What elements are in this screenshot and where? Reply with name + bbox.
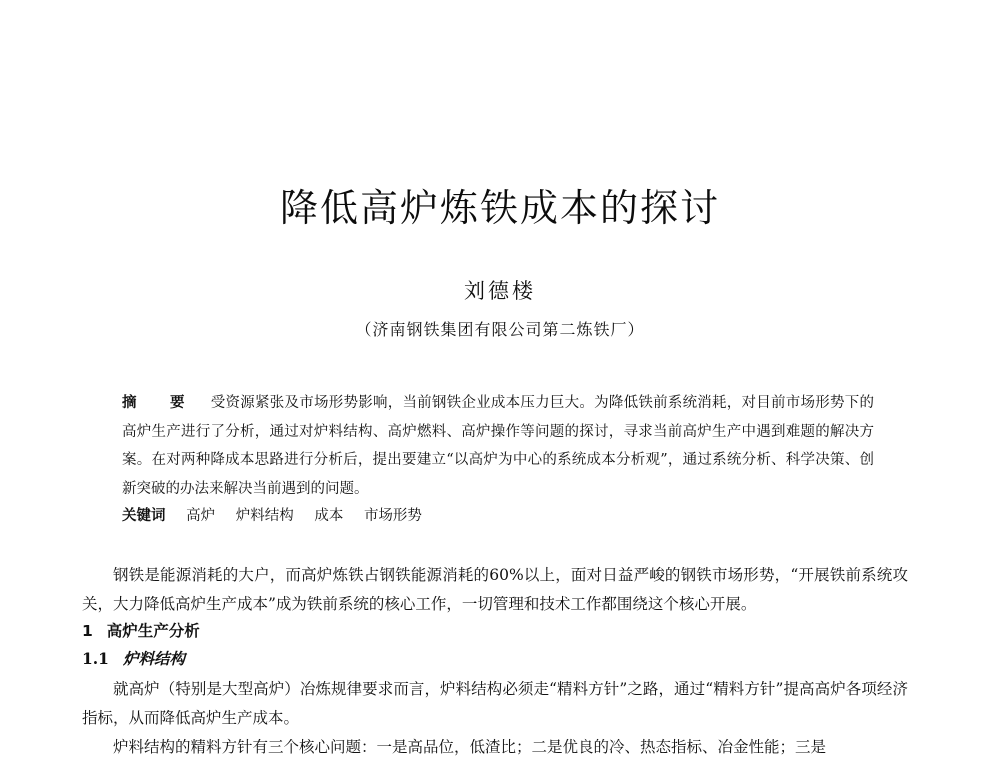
keyword: 成本 [314, 508, 344, 524]
keywords-label: 关键词 [122, 508, 166, 524]
subsection-number: 1.1 [82, 649, 109, 668]
section-heading-1 [82, 618, 200, 644]
keyword: 炉料结构 [235, 508, 294, 524]
section-title: 高炉生产分析 [106, 622, 200, 640]
author-affiliation: （济南钢铁集团有限公司第二炼铁厂） [355, 320, 645, 339]
abstract-label: 摘 要 [122, 395, 199, 411]
body-paragraph: 炉料结构的精料方针有三个核心问题：一是高品位，低渣比；二是优良的冷、热态指标、冶金性能；三是 [113, 738, 827, 756]
subsection-heading-1-1 [82, 646, 185, 672]
keyword: 高炉 [186, 508, 216, 524]
author-name: 刘德楼 [464, 279, 536, 303]
keywords-section [122, 503, 438, 529]
keyword: 市场形势 [363, 508, 422, 524]
paper-title: 降低高炉炼铁成本的探讨 [279, 186, 720, 230]
body-paragraph-block [82, 675, 908, 733]
abstract-text: 受资源紧张及市场形势影响，当前钢铁企业成本压力巨大。为降低铁前系统消耗，对目前市场形势下的高炉生产进行了分析，通过对炉料结构、高炉燃料、高炉操作等问题的探讨，寻求当前高炉生产中遇到难题的解决方案。在对两种降成本思路进行分析后，提出要建立“以高炉为中心的系统成本分析观”，通过系统分析、科学决策、创新突破的办法来解决当前遇到的问题。 [122, 395, 874, 497]
body-paragraph-block [82, 733, 908, 762]
abstract-section [122, 389, 874, 503]
intro-paragraph-block [82, 561, 908, 619]
section-number: 1 [82, 622, 93, 640]
subsection-title: 炉料结构 [122, 650, 185, 668]
body-paragraph: 就高炉（特别是大型高炉）冶炼规律要求而言，炉料结构必须走“精料方针”之路，通过“精料方针”提高高炉各项经济指标，从而降低高炉生产成本。 [82, 680, 908, 727]
intro-paragraph: 钢铁是能源消耗的大户，而高炉炼铁占钢铁能源消耗的60%以上，面对日益严峻的钢铁市场形势，“开展铁前系统攻关，大力降低高炉生产成本”成为铁前系统的核心工作，一切管理和技术工作都围绕这个核心开展。 [82, 566, 908, 613]
